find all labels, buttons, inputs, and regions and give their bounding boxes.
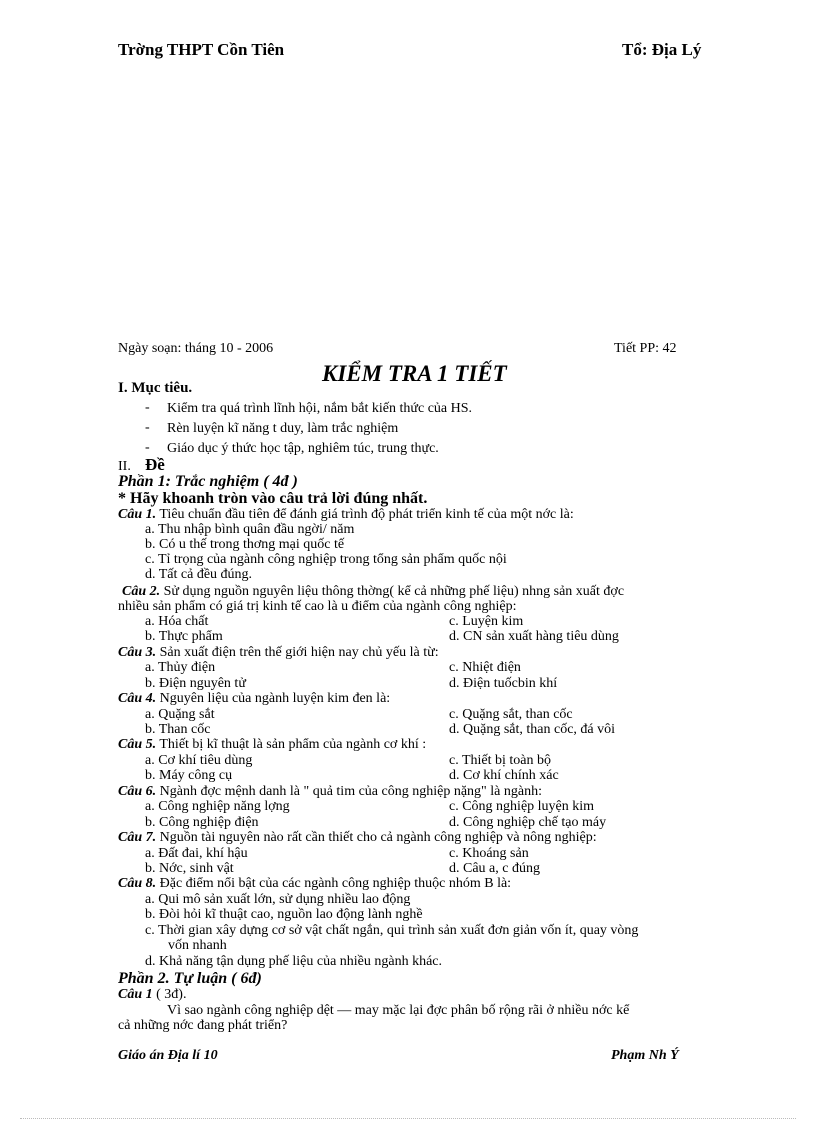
answer-option: a. Công nghiệp năng lợng — [145, 799, 290, 814]
question-text: Nguyên liệu của ngành luyện kim đen là: — [159, 691, 391, 706]
answer-option: c. Tỉ trọng của ngành công nghiệp trong tổng sản phẩm quốc nội — [145, 552, 507, 567]
part1-instruction: * Hãy khoanh tròn vào câu trả lời đúng nhất. — [118, 490, 428, 507]
bullet-dash: - — [145, 420, 150, 435]
answer-option: a. Cơ khí tiêu dùng — [145, 753, 253, 768]
answer-option: c. Nhiệt điện — [449, 660, 521, 675]
answer-option: b. Nớc, sinh vật — [145, 861, 234, 876]
answer-option: c. Luyện kim — [449, 614, 524, 629]
objective-item: Rèn luyện kĩ năng t duy, làm trắc nghiệm — [167, 421, 399, 436]
answer-option: d. Quặng sắt, than cốc, đá vôi — [449, 722, 616, 737]
question-label: Câu 5. — [118, 737, 157, 752]
essay-question-label: Câu 1 — [118, 987, 153, 1002]
answer-option: a. Qui mô sản xuất lớn, sử dụng nhiều lao động — [145, 892, 411, 907]
question-text: Sử dụng nguồn nguyên liệu thông thờng( kể cả những phế liệu) nhng sản xuất đợc — [163, 584, 625, 599]
question-text: Sản xuất điện trên thế giới hiện nay chủ yếu là từ: — [159, 645, 439, 660]
answer-option: b. Than cốc — [145, 722, 211, 737]
school-name: Trờng THPT Cồn Tiên — [118, 40, 285, 59]
question-text: Đặc điểm nổi bật của các ngành công nghiệp thuộc nhóm B là: — [159, 876, 512, 891]
lesson-period: Tiết PP: 42 — [614, 341, 677, 356]
part2-title: Phần 2. Tự luận ( 6đ) — [118, 970, 262, 987]
question-text: Thiết bị kĩ thuật là sản phẩm của ngành cơ khí : — [159, 737, 427, 752]
answer-option: c. Công nghiệp luyện kim — [449, 799, 595, 814]
lesson-date: Ngày soạn: tháng 10 - 2006 — [118, 341, 274, 356]
answer-option: d. Điện tuốcbin khí — [449, 676, 558, 691]
footer-course: Giáo án Địa lí 10 — [118, 1048, 218, 1063]
essay-question-text: Vì sao ngành công nghiệp dệt — may mặc lại đợc phân bố rộng rãi ở nhiều nớc kể — [167, 1003, 630, 1018]
answer-option: a. Quặng sắt — [145, 707, 215, 722]
essay-question-points: ( 3đ). — [156, 987, 187, 1002]
bullet-dash: - — [145, 440, 150, 455]
answer-option: d. CN sản xuất hàng tiêu dùng — [449, 629, 619, 644]
question-label: Câu 3. — [118, 645, 157, 660]
answer-option: d. Tất cả đều đúng. — [145, 567, 253, 582]
answer-option: a. Đất đai, khí hậu — [145, 846, 248, 861]
question-label: Câu 2. — [122, 584, 161, 599]
footer-author: Phạm Nh Ý — [611, 1048, 679, 1063]
essay-question-text-cont: cả những nớc đang phát triển? — [118, 1018, 288, 1033]
section-objectives-heading: I. Mục tiêu. — [118, 380, 193, 396]
answer-option: c. Thời gian xây dựng cơ sở vật chất ngắn, qui trình sản xuất đơn giản vốn ít, quay vòng — [145, 923, 639, 938]
page-bottom-divider — [20, 1118, 796, 1119]
answer-option: c. Thiết bị toàn bộ — [449, 753, 551, 768]
question-text: Ngành đợc mệnh danh là " quả tim của công nghiệp nặng" là ngành: — [159, 784, 542, 799]
question-label: Câu 7. — [118, 830, 157, 845]
answer-option: b. Có u thế trong thơng mại quốc tế — [145, 537, 345, 552]
answer-option: b. Máy công cụ — [145, 768, 233, 783]
section-exam-number: II. — [118, 459, 131, 474]
question-label: Câu 1. — [118, 507, 157, 522]
answer-option: b. Công nghiệp điện — [145, 815, 259, 830]
answer-option: c. Quặng sắt, than cốc — [449, 707, 573, 722]
answer-option: c. Khoáng sản — [449, 846, 529, 861]
answer-option: d. Câu a, c đúng — [449, 861, 540, 876]
answer-option: a. Thủy điện — [145, 660, 216, 675]
question-text-cont: nhiều sản phẩm có giá trị kinh tế cao là u điểm của ngành công nghiệp: — [118, 599, 517, 614]
question-text: Nguồn tài nguyên nào rất cần thiết cho cả ngành công nghiệp và nông nghiệp: — [159, 830, 597, 845]
subject-group: Tổ: Địa Lý — [622, 40, 702, 59]
question-label: Câu 8. — [118, 876, 157, 891]
bullet-dash: - — [145, 400, 150, 415]
question-label: Câu 4. — [118, 691, 157, 706]
objective-item: Giáo dục ý thức học tập, nghiêm túc, trung thực. — [167, 441, 439, 456]
answer-option: d. Cơ khí chính xác — [449, 768, 559, 783]
question-text: Tiêu chuẩn đầu tiên để đánh giá trình độ phát triển kinh tế của một nớc là: — [159, 507, 574, 522]
answer-option: b. Đòi hỏi kĩ thuật cao, nguồn lao động lành nghề — [145, 907, 423, 922]
answer-option: d. Khả năng tận dụng phế liệu của nhiều ngành khác. — [145, 954, 443, 969]
section-exam-heading: Đề — [145, 455, 165, 474]
objective-item: Kiểm tra quá trình lĩnh hội, nắm bắt kiến thức của HS. — [167, 401, 473, 416]
page-title: KIỂM TRA 1 TIẾT — [322, 361, 507, 386]
answer-option: d. Công nghiệp chế tạo máy — [449, 815, 607, 830]
answer-option: a. Thu nhập bình quân đầu ngời/ năm — [145, 522, 355, 537]
part1-title: Phần 1: Trắc nghiệm ( 4đ ) — [118, 473, 298, 490]
answer-option: b. Điện nguyên tử — [145, 676, 246, 691]
answer-option: b. Thực phẩm — [145, 629, 223, 644]
answer-option-cont: vốn nhanh — [168, 938, 227, 953]
answer-option: a. Hóa chất — [145, 614, 209, 629]
question-label: Câu 6. — [118, 784, 157, 799]
